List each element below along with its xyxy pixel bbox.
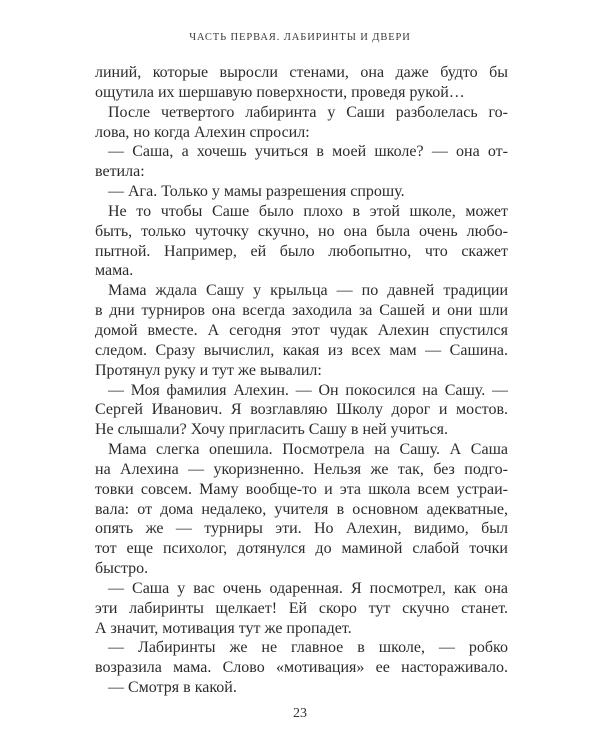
text-line: линий, которые выросли стенами, она даже будто бы	[95, 64, 508, 81]
text-line: вала: от дома недалеко, учителя в основном адекватные,	[95, 500, 508, 518]
text-line: тот еще психолог, дотянулся до маминой слабой точки	[95, 540, 508, 558]
text-line: — Ага. Только у мамы разрешения спрошу.	[108, 183, 405, 201]
text-line: Мама ждала Сашу у крыльца — по давней традиции	[108, 282, 508, 300]
text-line: — Смотря в какой.	[108, 679, 237, 697]
text-line: эти лабиринты щелкает! Ей скоро тут скучно станет.	[95, 599, 508, 617]
text-line: мама.	[95, 262, 134, 280]
running-header: ЧАСТЬ ПЕРВАЯ. ЛАБИРИНТЫ И ДВЕРИ	[189, 32, 411, 43]
text-line: Не то чтобы Саше было плохо в этой школе, может	[108, 202, 508, 220]
text-line: лова, но когда Алехин спросил:	[95, 123, 310, 141]
text-line: следом. Сразу вычислил, какая из всех мам — Сашина.	[95, 341, 508, 359]
text-line: А значит, мотивация тут же пропадет.	[95, 619, 352, 637]
text-line: пытной. Например, ей было любопытно, что скажет	[95, 242, 508, 260]
text-line: Мама слегка опешила. Посмотрела на Сашу. А Саша	[108, 441, 508, 459]
text-line: — Лабиринты же не главное в школе, — робко	[108, 639, 508, 657]
text-line: — Саша у вас очень одаренная. Я посмотрел, как она	[108, 579, 508, 597]
text-line: опять же — турниры эти. Но Алехин, видимо, был	[95, 520, 508, 538]
text-line: в дни турниров она всегда заходила за Сашей и они шли	[95, 302, 508, 320]
text-line: на Алехина — укоризненно. Нельзя же так, без подго-	[95, 460, 508, 478]
text-line: Протянул руку и тут же вывалил:	[95, 361, 322, 379]
text-line: товки совсем. Маму вообще-то и эта школа всем устраи-	[95, 480, 508, 498]
page-number: 23	[293, 706, 307, 721]
text-line: Сергей Иванович. Я возглавляю Школу дорог и мостов.	[95, 401, 508, 419]
text-line: домой вместе. А сегодня этот чудак Алехин спустился	[95, 321, 508, 339]
text-line: — Саша, а хочешь учиться в моей школе? — она от-	[108, 143, 508, 161]
text-line: ощутила их шершавую поверхности, проведя рукой…	[95, 83, 465, 101]
text-line: — Моя фамилия Алехин. — Он покосился на Сашу. —	[108, 381, 508, 399]
text-line: быть, только чуточку скучно, но она была очень любо-	[95, 222, 508, 240]
text-line: После четвертого лабиринта у Саши разболелась го-	[108, 103, 508, 121]
text-line: быстро.	[95, 560, 149, 578]
text-line: возразила мама. Слово «мотивация» ее настораживало.	[95, 659, 508, 677]
body-text	[95, 63, 508, 698]
text-line: ветила:	[95, 163, 145, 181]
text-line: Не слышали? Хочу пригласить Сашу в ней учиться.	[95, 421, 449, 439]
